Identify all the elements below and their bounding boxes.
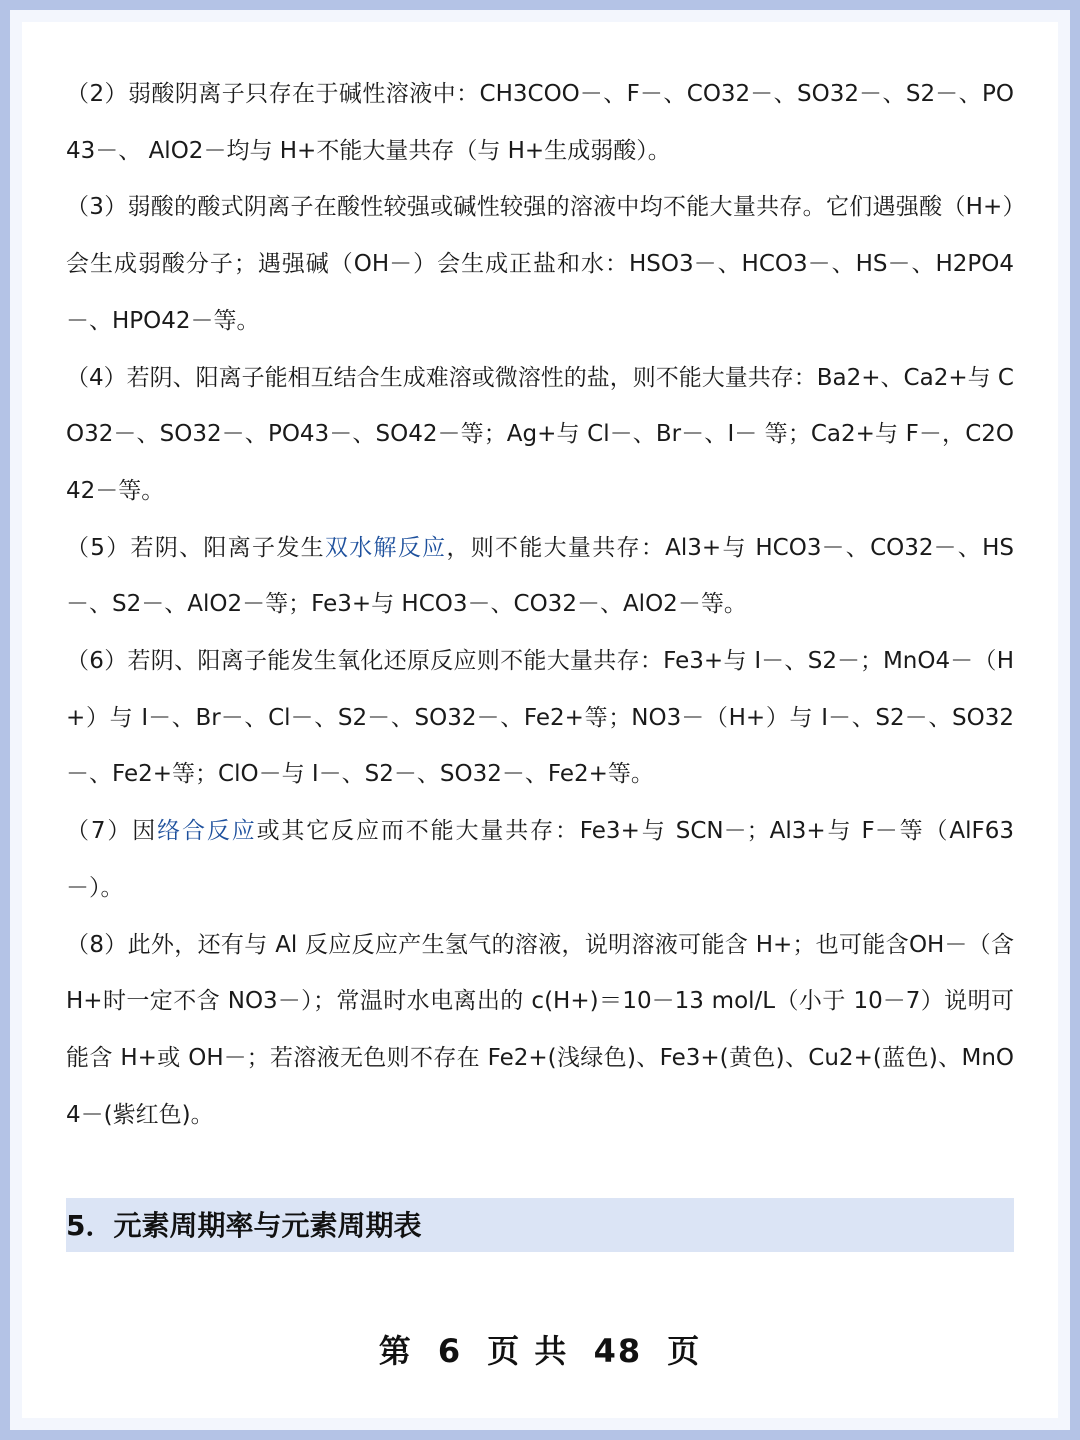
section-title: 5．元素周期率与元素周期表 [66,1209,422,1242]
footer-current-page: 6 [437,1332,463,1370]
paragraph-text: ，则不能大量共存：Al3+与 HCO3－、CO32－、HS－、S2－、AlO2－等；Fe3+与 HCO3－、CO32－、AlO2－等。 [66,534,1014,618]
paragraph-6 [66,633,1014,803]
footer-prefix: 第 [378,1332,413,1370]
footer-middle: 页 共 [487,1332,569,1370]
paragraph-text: （5）若阴、阳离子发生 [66,534,325,561]
paragraph-5 [66,520,1014,633]
paragraph-text: 或其它反应而不能大量共存：Fe3+与 SCN－；Al3+与 F－等（AlF63－）。 [66,818,1014,901]
highlighted-term: 双水解反应 [324,534,447,561]
paragraph-text: （2）弱酸阴离子只存在于碱性溶液中：CH3COO－、F－、CO32－、SO32－、S2－、PO43－、 AlO2－均与 H+不能大量共存（与 H+生成弱酸）。 [66,81,1014,164]
paragraph-text: （8）此外，还有与 Al 反应反应产生氢气的溶液，说明溶液可能含 H+；也可能含OH－（含 H+时一定不含 NO3－）；常温时水电离出的 c(H+)＝10－13 mol/L（小于 10－7）说明可能含 H+或 OH－；若溶液无色则不存在 Fe2+(浅绿色)、Fe3+(黄色)、Cu2+(蓝色)、MnO4－(紫红色)。 [66,931,1014,1128]
paragraph-4 [66,350,1014,520]
paragraph-text: （4）若阴、阳离子能相互结合生成难溶或微溶性的盐，则不能大量共存：Ba2+、Ca2+与 CO32－、SO32－、PO43－、SO42－等；Ag+与 Cl－、Br－、I－ 等；Ca2+与 F－，C2O42－等。 [66,364,1014,504]
paragraph-8 [66,917,1014,1144]
paragraph-text: （7）因 [66,818,158,845]
highlighted-term: 络合反应 [157,818,257,845]
page-footer [0,1326,1080,1372]
paragraph-3 [66,179,1014,349]
paragraph-text: （6）若阴、阳离子能发生氧化还原反应则不能大量共存：Fe3+与 I－、S2－；MnO4－（H+）与 I－、Br－、Cl－、S2－、SO32－、Fe2+等；NO3－（H+）与 I－、S2－、SO32－、Fe2+等；ClO－与 I－、S2－、SO32－、Fe2+等。 [66,648,1014,788]
footer-suffix: 页 [667,1332,702,1370]
paragraph-2 [66,66,1014,179]
paragraph-7 [66,803,1014,916]
footer-total-pages: 48 [593,1332,643,1370]
section-header-bar [66,1198,1014,1252]
document-body [66,66,1014,1143]
paragraph-text: （3）弱酸的酸式阴离子在酸性较强或碱性较强的溶液中均不能大量共存。它们遇强酸（H+）会生成弱酸分子；遇强碱（OH－）会生成正盐和水：HSO3－、HCO3－、HS－、H2PO4－、HPO42－等。 [66,194,1014,334]
